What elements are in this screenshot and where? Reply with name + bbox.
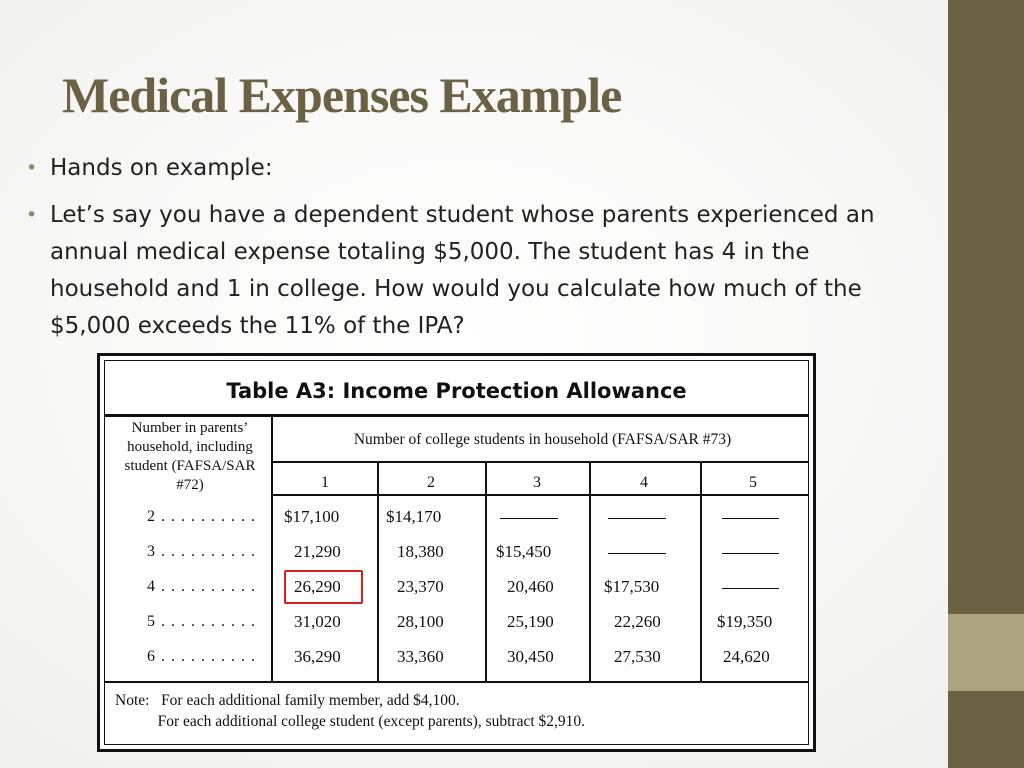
table-cell: 36,290 xyxy=(294,647,341,666)
column-number: 3 xyxy=(533,474,541,491)
table-cell: 27,530 xyxy=(614,647,661,666)
caption-divider xyxy=(105,414,808,417)
table-cell: 24,620 xyxy=(723,647,770,666)
table-cell: $19,350 xyxy=(717,612,773,631)
bullet-dot-icon: • xyxy=(26,204,38,226)
table-cell: $14,170 xyxy=(386,507,442,526)
bullet-item xyxy=(26,197,926,345)
column-group-header: Number of college students in household (FAFSA/SAR #73) xyxy=(353,431,732,448)
column-divider xyxy=(700,463,702,681)
empty-cell-dash xyxy=(608,518,666,519)
group-header-divider xyxy=(271,461,808,463)
table-cell: 22,260 xyxy=(614,612,661,631)
sidebar-accent-block xyxy=(948,614,1024,691)
empty-cell-dash xyxy=(722,518,779,519)
row-label: 6 . . . . . . . . . . xyxy=(147,648,256,665)
bullet-text: Hands on example: xyxy=(50,155,273,181)
table-caption: Table A3: Income Protection Allowance xyxy=(226,379,687,403)
empty-cell-dash xyxy=(608,553,666,554)
table-cell: $17,530 xyxy=(604,577,660,596)
column-number: 2 xyxy=(427,474,435,491)
row-label: 3 . . . . . . . . . . xyxy=(147,543,256,560)
bullet-item xyxy=(26,150,926,187)
column-divider xyxy=(377,463,379,681)
column-divider xyxy=(589,463,591,681)
column-divider xyxy=(485,463,487,681)
empty-cell-dash xyxy=(722,588,779,589)
table-cell: 20,460 xyxy=(507,577,554,596)
bullet-dot-icon: • xyxy=(26,157,38,179)
row-label: 4 . . . . . . . . . . xyxy=(147,578,256,595)
slide-title: Medical Expenses Example xyxy=(62,67,622,123)
table-cell: $15,450 xyxy=(496,542,552,561)
table-cell: 30,450 xyxy=(507,647,554,666)
highlighted-cell-box xyxy=(284,570,363,604)
table-cell: 31,020 xyxy=(294,612,341,631)
empty-cell-dash xyxy=(500,518,558,519)
bullet-list xyxy=(26,150,926,355)
table-cell: 18,380 xyxy=(397,542,444,561)
row-header-divider xyxy=(271,417,273,681)
row-label: 5 . . . . . . . . . . xyxy=(147,613,256,630)
table-cell: 25,190 xyxy=(507,612,554,631)
column-number: 5 xyxy=(749,474,757,491)
note-label: Note: xyxy=(115,692,150,709)
table-cell: $17,100 xyxy=(284,507,340,526)
note-line: For each additional college student (except parents), subtract $2,910. xyxy=(157,713,586,730)
table-cell: 28,100 xyxy=(397,612,444,631)
column-number-divider xyxy=(271,494,808,496)
column-number: 1 xyxy=(321,474,329,491)
ipa-table-image xyxy=(97,353,816,752)
row-header: Number in parents’ household, including student (FAFSA/SAR #72) xyxy=(124,420,256,493)
row-label: 2 . . . . . . . . . . xyxy=(147,508,256,525)
note-divider xyxy=(105,681,808,683)
table-cell: 26,290 xyxy=(294,577,341,596)
bullet-text: Let’s say you have a dependent student whose parents experienced an annual medical expense totaling $5,000. The student has 4 in the household and 1 in college. How would you calculate how much of the $5,000 exceeds the 11% of the IPA? xyxy=(50,202,875,339)
table-cell: 23,370 xyxy=(397,577,444,596)
table-cell: 33,360 xyxy=(397,647,444,666)
table-cell: 21,290 xyxy=(294,542,341,561)
ipa-table xyxy=(104,360,809,745)
column-number: 4 xyxy=(640,474,648,491)
table-note xyxy=(115,690,585,732)
note-line: For each additional family member, add $4,100. xyxy=(161,692,460,709)
empty-cell-dash xyxy=(722,553,779,554)
